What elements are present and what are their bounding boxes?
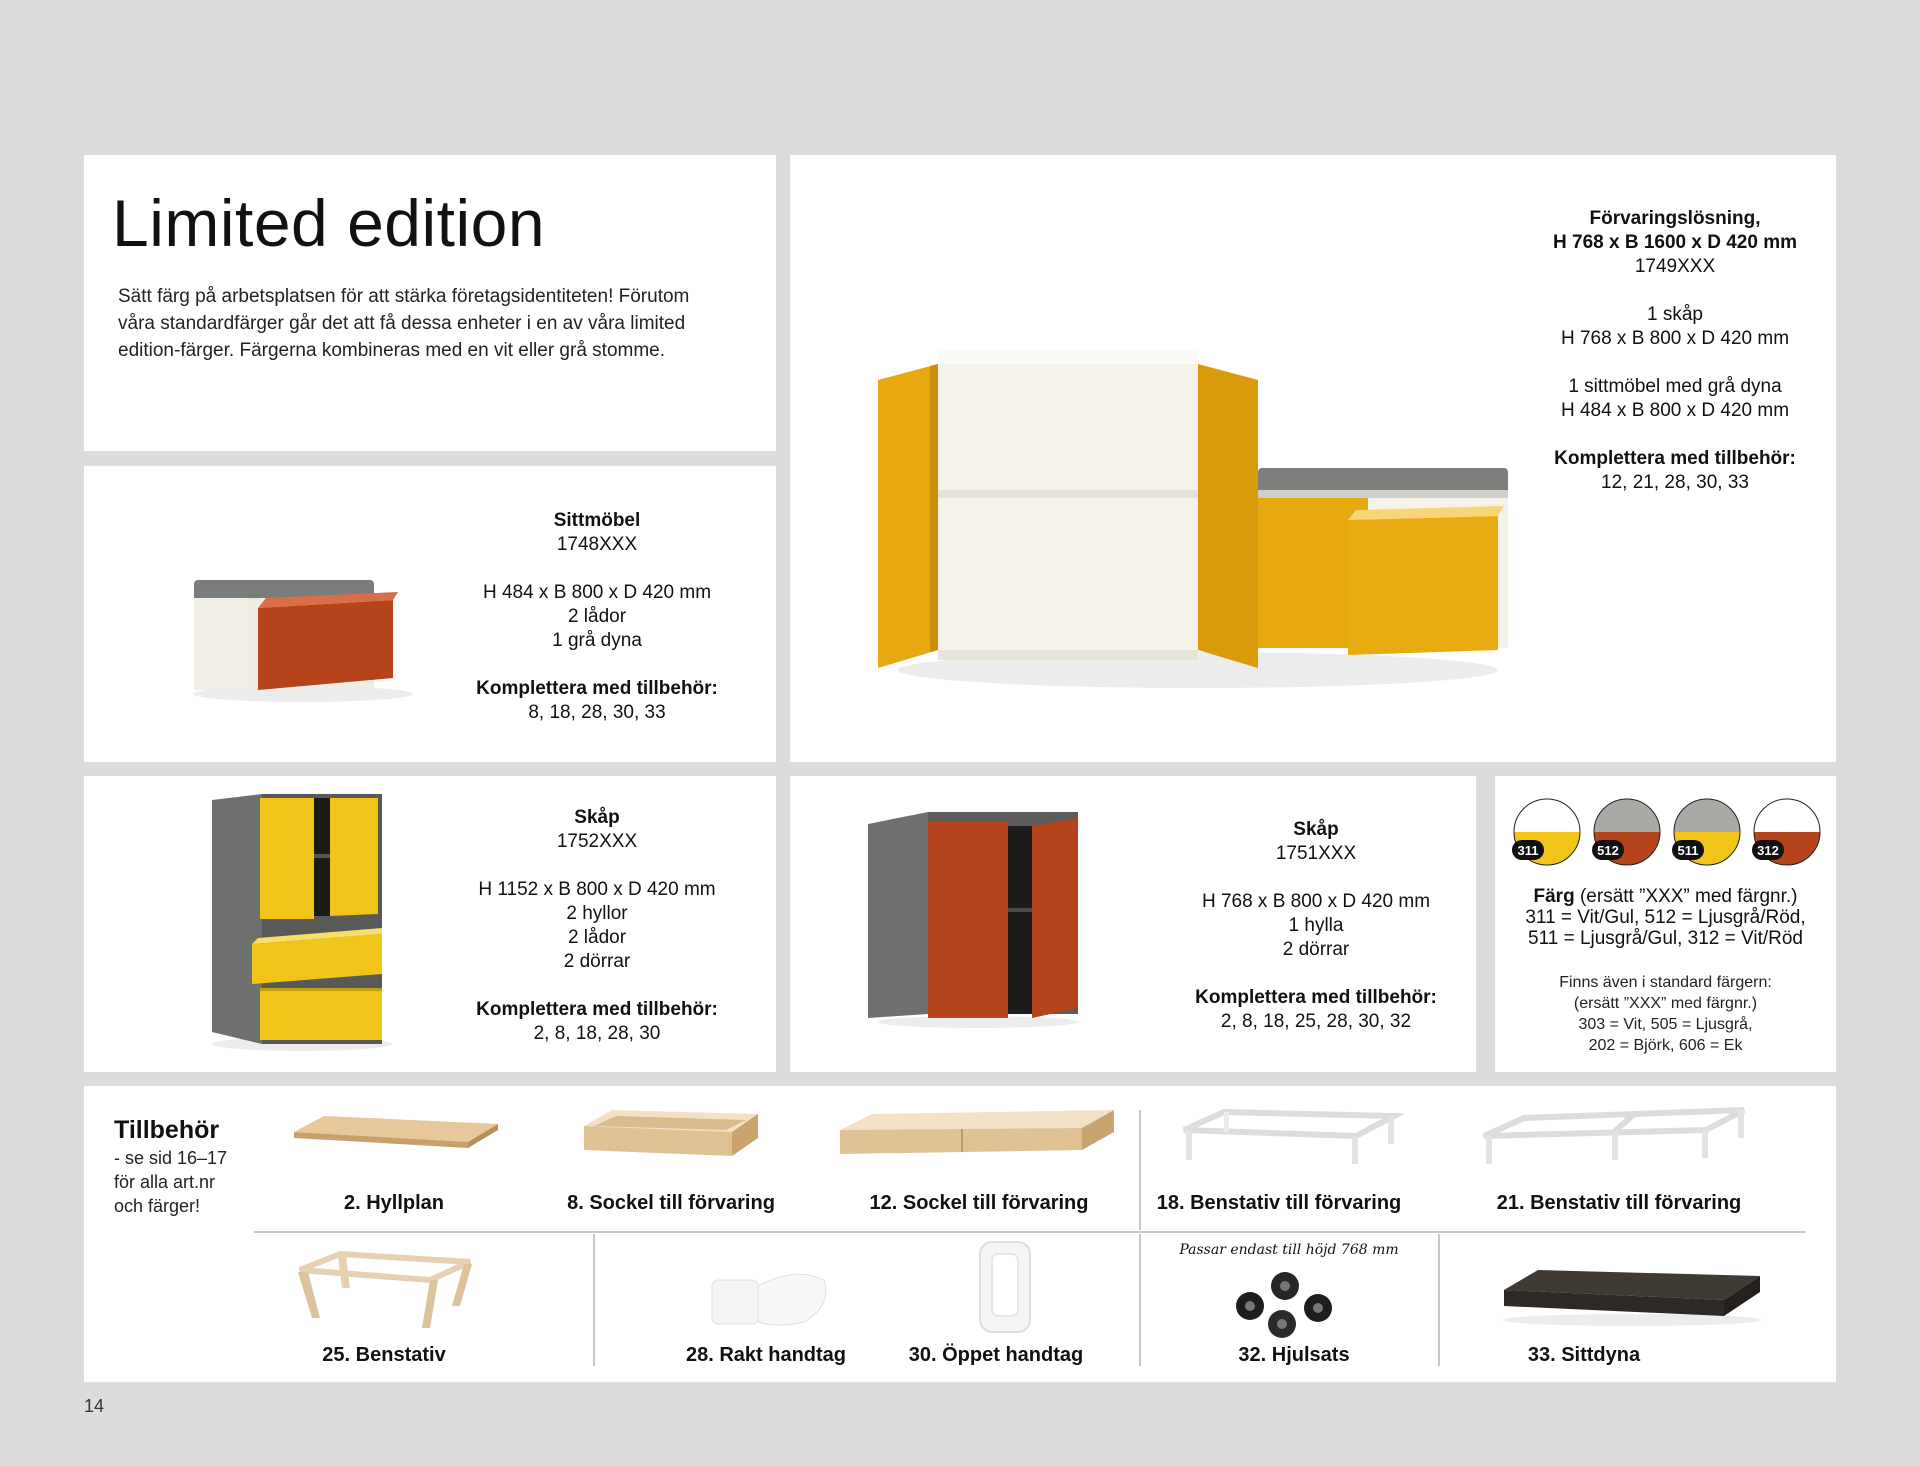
plinth-icon: [576, 1104, 766, 1164]
accessory-label: 12. Sockel till förvaring: [869, 1192, 1089, 1214]
swatch-code: 512: [1597, 843, 1619, 858]
sittmobel-acc-label: Komplettera med tillbehör:: [476, 678, 718, 699]
swatch-top-half: [1674, 799, 1740, 832]
skap-1752-art: 1752XXX: [556, 831, 638, 852]
storage-solution-item2-dims: H 484 x B 800 x D 420 mm: [1560, 400, 1790, 421]
intro-text: Sätt färg på arbetsplatsen för att stärka företagsidentiteten! Förutom våra standardfärger går det att få dessa enheter i en av våra limited edition-färger. Färgerna kombineras med en vit eller grå stomme.: [118, 286, 690, 361]
color-swatch-312: [1751, 796, 1823, 868]
color-info: [1495, 886, 1836, 949]
standard-colors-line: Finns även i standard färgern:: [1559, 974, 1772, 991]
straight-handle-icon: [706, 1266, 836, 1336]
skap-1752-acc-label: Komplettera med tillbehör:: [476, 999, 718, 1020]
color-swatch-511: [1671, 796, 1743, 868]
divider: [1139, 1234, 1141, 1366]
accessories-panel: [84, 1086, 1836, 1382]
skap-1752-acc-list: 2, 8, 18, 28, 30: [533, 1023, 661, 1044]
accessories-subtext-line: - se sid 16–17: [114, 1148, 228, 1168]
skap-1751-feature: 1 hylla: [1288, 915, 1344, 936]
standard-colors-line: (ersätt ”XXX” med färgnr.): [1573, 995, 1758, 1012]
accessories-title: Tillbehör: [114, 1116, 220, 1144]
storage-solution-info: [1530, 207, 1820, 495]
sittmobel-dims: H 484 x B 800 x D 420 mm: [482, 582, 712, 603]
accessories-subtext-line: för alla art.nr: [114, 1172, 216, 1192]
divider: [254, 1231, 1806, 1233]
swatch-top-half: [1514, 799, 1580, 832]
skap-1751-acc-list: 2, 8, 18, 25, 28, 30, 32: [1220, 1011, 1412, 1032]
color-label-bold: Färg: [1533, 886, 1575, 907]
storage-solution-panel: [790, 155, 1836, 762]
color-label-rest: (ersätt ”XXX” med färgnr.): [1574, 886, 1798, 907]
storage-solution-item2: 1 sittmöbel med grå dyna: [1568, 376, 1782, 397]
sittmobel-art: 1748XXX: [556, 534, 638, 555]
shelf-icon: [284, 1110, 504, 1160]
page-title: Limited edition: [112, 186, 546, 260]
skap-1752-name: Skåp: [574, 807, 620, 828]
bench-frame-icon: [1174, 1102, 1404, 1172]
storage-solution-item1-dims: H 768 x B 800 x D 420 mm: [1560, 328, 1790, 349]
storage-solution-art: 1749XXX: [1634, 256, 1716, 277]
standard-colors-info: [1495, 972, 1836, 1056]
skap-1751-image: [868, 812, 1088, 1032]
accessory-label: 32. Hjulsats: [1238, 1344, 1350, 1366]
skap-1751-acc-label: Komplettera med tillbehör:: [1195, 987, 1437, 1008]
plinth-double-icon: [832, 1104, 1122, 1164]
accessory-label: 30. Öppet handtag: [908, 1344, 1084, 1366]
sittmobel-feature: 2 lådor: [567, 606, 627, 627]
bench-frame-double-icon: [1474, 1102, 1754, 1172]
accessory-label: 33. Sittdyna: [1527, 1344, 1641, 1366]
standard-colors-line: 303 = Vit, 505 = Ljusgrå,: [1578, 1016, 1753, 1033]
swatch-code: 312: [1757, 843, 1779, 858]
storage-solution-image: [878, 350, 1518, 730]
swatch-code: 511: [1677, 843, 1699, 858]
standard-colors-line: 202 = Björk, 606 = Ek: [1588, 1037, 1743, 1054]
swatch-top-half: [1594, 799, 1660, 832]
swatch-top-half: [1754, 799, 1820, 832]
sittmobel-name: Sittmöbel: [553, 510, 641, 531]
storage-solution-acc-label: Komplettera med tillbehör:: [1554, 448, 1796, 469]
swatch-code: 311: [1517, 843, 1539, 858]
accessory-label: 2. Hyllplan: [343, 1192, 445, 1214]
fit-note: Passar endast till höjd 768 mm: [1179, 1242, 1399, 1258]
page-number: 14: [84, 1396, 105, 1416]
divider: [1139, 1110, 1141, 1230]
skap-1751-feature: 2 dörrar: [1282, 939, 1350, 960]
color-swatch-512: [1591, 796, 1663, 868]
color-line: 311 = Vit/Gul, 512 = Ljusgrå/Röd,: [1525, 907, 1806, 928]
skap-1752-info: [464, 806, 730, 1046]
accessory-label: 21. Benstativ till förvaring: [1496, 1192, 1742, 1214]
accessories-subtext-line: och färger!: [114, 1196, 201, 1216]
color-line: 511 = Ljusgrå/Gul, 312 = Vit/Röd: [1528, 928, 1803, 949]
storage-solution-item1: 1 skåp: [1647, 304, 1703, 325]
sittmobel-image: [188, 568, 418, 708]
accessory-label: 28. Rakt handtag: [685, 1344, 847, 1366]
sittmobel-feature: 1 grå dyna: [552, 630, 642, 651]
skap-1752-feature: 2 dörrar: [563, 951, 631, 972]
bench-stand-icon: [280, 1248, 480, 1338]
color-swatch-311: [1511, 796, 1583, 868]
divider: [593, 1234, 595, 1366]
skap-1752-panel: [84, 776, 776, 1072]
seat-cushion-icon: [1492, 1260, 1772, 1330]
open-handle-icon: [970, 1236, 1040, 1336]
skap-1751-art: 1751XXX: [1275, 843, 1357, 864]
skap-1752-dims: H 1152 x B 800 x D 420 mm: [478, 879, 716, 900]
storage-solution-name: Förvaringslösning,: [1589, 208, 1761, 229]
sittmobel-panel: [84, 466, 776, 762]
divider: [1438, 1234, 1440, 1366]
accessory-label: 8. Sockel till förvaring: [567, 1192, 775, 1214]
color-swatches: [1511, 796, 1823, 870]
storage-solution-acc-list: 12, 21, 28, 30, 33: [1601, 472, 1749, 493]
sittmobel-info: [464, 509, 730, 725]
skap-1751-dims: H 768 x B 800 x D 420 mm: [1201, 891, 1431, 912]
sittmobel-acc-list: 8, 18, 28, 30, 33: [528, 702, 666, 723]
skap-1751-name: Skåp: [1293, 819, 1339, 840]
wheel-kit-icon: [1230, 1266, 1340, 1346]
accessories-subtext: [114, 1146, 227, 1218]
skap-1752-feature: 2 lådor: [567, 927, 627, 948]
skap-1751-panel: [790, 776, 1476, 1072]
skap-1752-image: [202, 794, 402, 1054]
accessory-label: 18. Benstativ till förvaring: [1156, 1192, 1402, 1214]
skap-1752-feature: 2 hyllor: [566, 903, 628, 924]
color-label: [1495, 886, 1836, 907]
skap-1751-info: [1176, 818, 1456, 1034]
accessory-label: 25. Benstativ: [322, 1344, 446, 1366]
colors-panel: [1495, 776, 1836, 1072]
intro-panel: [84, 155, 776, 451]
storage-solution-dims: H 768 x B 1600 x D 420 mm: [1553, 232, 1797, 253]
